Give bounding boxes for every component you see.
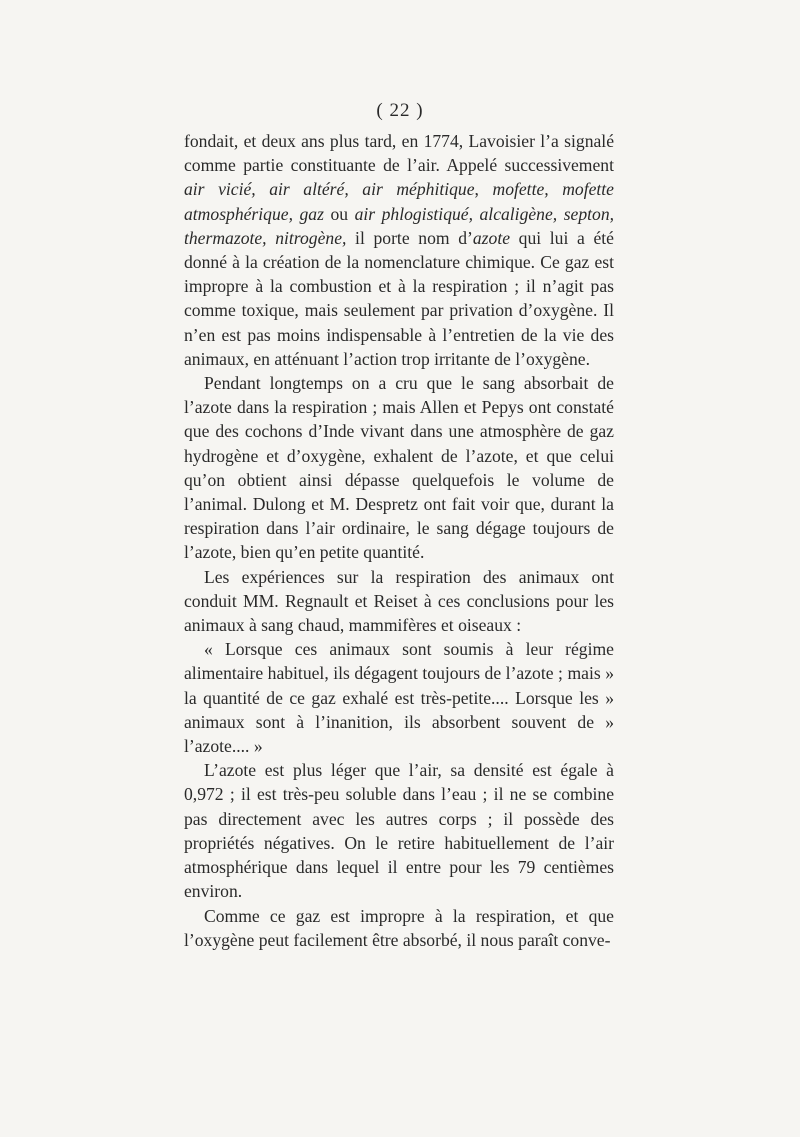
text-run: ,	[474, 179, 493, 200]
text-run: Comme ce gaz est impropre à la respiration, et que l’oxygène peut facilement être absorbé, il nous paraît conve-	[184, 905, 614, 950]
text-run: « Lorsque ces animaux sont soumis à leur régime alimentaire habituel, ils dégagent toujours de l’azote ; mais » la quantité de ce gaz exhalé est très-petite.... Lorsque les » animaux sont à l’inanition, ils absorbent souvent de » l’azote.... »	[184, 639, 614, 757]
paragraph	[184, 637, 614, 758]
text-run: Les expériences sur la respiration des animaux ont conduit MM. Regnault et Reiset à ces conclusions pour les animaux à sang chaud, mammifères et oiseaux :	[184, 566, 614, 636]
paragraph	[184, 565, 614, 638]
text-run: il porte nom d’	[346, 227, 473, 248]
italic-term: mofette, mofette atmosphérique, gaz	[184, 179, 614, 224]
italic-term: air vicié, air altéré, air méphitique	[184, 179, 475, 200]
italic-term: azote	[472, 227, 511, 248]
text-run: L’azote est plus léger que l’air, sa densité est égale à 0,972 ; il est très-peu soluble dans l’eau ; il ne se combine pas directement avec les autres corps ; il possède des propriétés négatives. On le retire habituellement de l’air atmosphérique dans lequel il entre pour les 79 centièmes environ.	[184, 760, 614, 902]
paragraph	[184, 371, 614, 565]
paragraph	[184, 904, 614, 952]
paragraph	[184, 129, 614, 371]
paragraph	[184, 758, 614, 903]
italic-term: air phlogistiqué, alcaligène, septon, thermazote, nitrogène,	[184, 203, 615, 248]
text-run: qui lui a été donné à la création de la nomenclature chimique. Ce gaz est impropre à la combustion et à la respiration ; il n’agit pas comme toxique, mais seulement par privation d’oxygène. Il n’en est pas moins indispensable à l’entretien de la vie des animaux, en atténuant l’action trop irritante de l’oxygène.	[184, 227, 614, 369]
body-text	[184, 129, 614, 952]
text-run: Pendant longtemps on a cru que le sang absorbait de l’azote dans la respiration ; mais Allen et Pepys ont constaté que des cochons d’Inde vivant dans une atmosphère de gaz hydrogène et d’oxygène, exhalent de l’azote, et que celui qu’on obtient ainsi dépasse quelquefois le volume de l’animal. Dulong et M. Despretz ont fait voir que, durant la respiration dans l’air ordinaire, le sang dégage toujours de l’azote, bien qu’en petite quantité.	[184, 373, 614, 563]
text-run: fondait, et deux ans plus tard, en 1774, Lavoisier l’a signalé comme partie constituante de l’air. Appelé successivement	[184, 131, 614, 176]
text-run: ou	[323, 203, 355, 224]
page-number: ( 22 )	[376, 100, 424, 121]
